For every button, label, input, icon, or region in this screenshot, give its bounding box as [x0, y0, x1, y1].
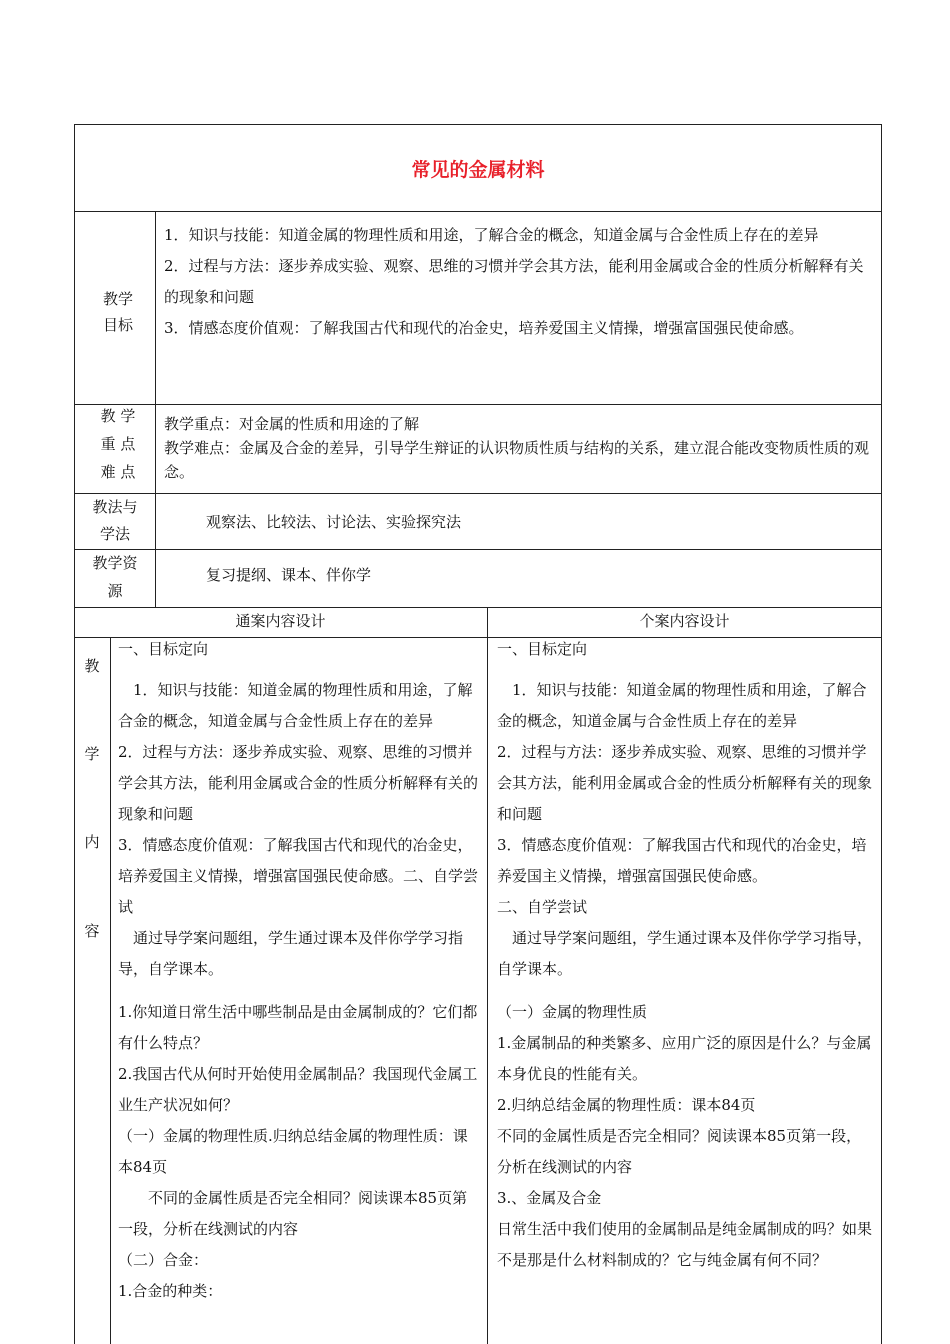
content-label [74, 637, 110, 1344]
right-paragraph: 3.、金属及合金 [497, 1189, 602, 1207]
key-points-label [86, 402, 150, 486]
key-points-label-line: 难 点 [100, 463, 136, 481]
resources-label-line: 教学资 [92, 554, 138, 572]
teaching-difficulty: 教学难点：金属及合金的差异，引导学生辩证的认识物质性质与结构的关系，建立混合能改变物质性质的观念。 [164, 439, 870, 481]
left-paragraph: 1.你知道日常生活中哪些制品是由金属制成的？它们都有什么特点？ [118, 1003, 478, 1052]
objective-item: 1．知识与技能：知道金属的物理性质和用途，了解合金的概念，知道金属与合金性质上存在的差异 [164, 226, 819, 244]
left-paragraph: 2.我国古代从何时开始使用金属制品？我国现代金属工业生产状况如何？ [118, 1065, 478, 1114]
center-column-divider [487, 607, 488, 1344]
row-divider [74, 549, 882, 550]
objective-item: 2．过程与方法：逐步养成实验、观察、思维的习惯并学会其方法，能利用金属或合金的性质分析解释有关的现象和问题 [164, 257, 864, 306]
content-label-char: 容 [84, 922, 100, 940]
right-paragraph: 1．知识与技能：知道金属的物理性质和用途，了解合金的概念，知道金属与合金性质上存在的差异 [497, 681, 867, 730]
left-column-header: 通案内容设计 [235, 612, 326, 630]
left-paragraph: 一、目标定向 [118, 640, 209, 658]
right-paragraph: 3．情感态度价值观：了解我国古代和现代的冶金史，培养爱国主义情操，增强富国强民使命感。 [497, 836, 867, 885]
key-points-label-line: 教 学 [100, 407, 136, 425]
content-label-divider [110, 637, 111, 1344]
objective-item: 3．情感态度价值观：了解我国古代和现代的冶金史，培养爱国主义情操，增强富国强民使命感。 [164, 319, 804, 337]
content-label-char: 学 [84, 745, 100, 763]
right-paragraph: 通过导学案问题组，学生通过课本及伴你学学习指导，自学课本。 [497, 929, 873, 978]
left-paragraph: （一）金属的物理性质.归纳总结金属的物理性质：课本84页 [118, 1127, 468, 1176]
right-column-content [497, 634, 875, 1276]
objectives-list [164, 220, 876, 344]
left-paragraph: （二）合金： [118, 1251, 209, 1269]
left-paragraph: 1.合金的种类： [118, 1282, 223, 1300]
right-paragraph: 一、目标定向 [497, 640, 588, 658]
right-column-header: 个案内容设计 [639, 612, 730, 630]
content-label-char: 内 [84, 833, 100, 851]
left-paragraph: 3．情感态度价值观：了解我国古代和现代的冶金史，培养爱国主义情操，增强富国强民使命感。二、自学尝试 [118, 836, 479, 916]
resources-value: 复习提纲、课本、伴你学 [206, 566, 372, 584]
teaching-focus: 教学重点：对金属的性质和用途的了解 [164, 415, 420, 433]
right-paragraph: 日常生活中我们使用的金属制品是纯金属制成的吗？如果不是那是什么材料制成的？它与纯金属有何不同？ [497, 1220, 873, 1269]
document-title: 常见的金属材料 [411, 158, 545, 181]
right-paragraph: 2．过程与方法：逐步养成实验、观察、思维的习惯并学会其方法，能利用金属或合金的性质分析解释有关的现象和问题 [497, 743, 873, 823]
right-paragraph: 不同的金属性质是否完全相同？阅读课本85页第一段，分析在线测试的内容 [497, 1127, 862, 1176]
left-paragraph: 通过导学案问题组，学生通过课本及伴你学学习指导，自学课本。 [118, 929, 464, 978]
left-paragraph: 1．知识与技能：知道金属的物理性质和用途，了解合金的概念，知道金属与合金性质上存在的差异 [118, 681, 473, 730]
left-paragraph: 不同的金属性质是否完全相同？阅读课本85页第一段，分析在线测试的内容 [118, 1189, 468, 1238]
right-paragraph: （一）金属的物理性质 [497, 1003, 648, 1021]
row-divider [74, 404, 882, 405]
methods-label-line: 教法与 [92, 498, 138, 516]
methods-label-line: 学法 [99, 525, 130, 543]
right-paragraph: 二、自学尝试 [497, 898, 588, 916]
table-border-right [881, 124, 882, 1344]
methods-label [80, 494, 150, 548]
row-divider [74, 493, 882, 494]
resources-label [80, 549, 150, 605]
right-paragraph: 1.金属制品的种类繁多、应用广泛的原因是什么？与金属本身优良的性能有关。 [497, 1034, 872, 1083]
left-column-content [118, 634, 480, 1307]
right-paragraph: 2.归纳总结金属的物理性质：课本84页 [497, 1096, 756, 1114]
objectives-label: 教学 目标 [102, 290, 133, 334]
content-label-char: 教 [84, 657, 100, 675]
label-column-divider [155, 211, 156, 607]
methods-value: 观察法、比较法、讨论法、实验探究法 [206, 513, 462, 531]
resources-label-line: 源 [107, 582, 123, 600]
left-paragraph: 2．过程与方法：逐步养成实验、观察、思维的习惯并学会其方法，能利用金属或合金的性质分析解释有关的现象和问题 [118, 743, 479, 823]
key-points-text [164, 412, 876, 484]
key-points-label-line: 重 点 [100, 435, 136, 453]
